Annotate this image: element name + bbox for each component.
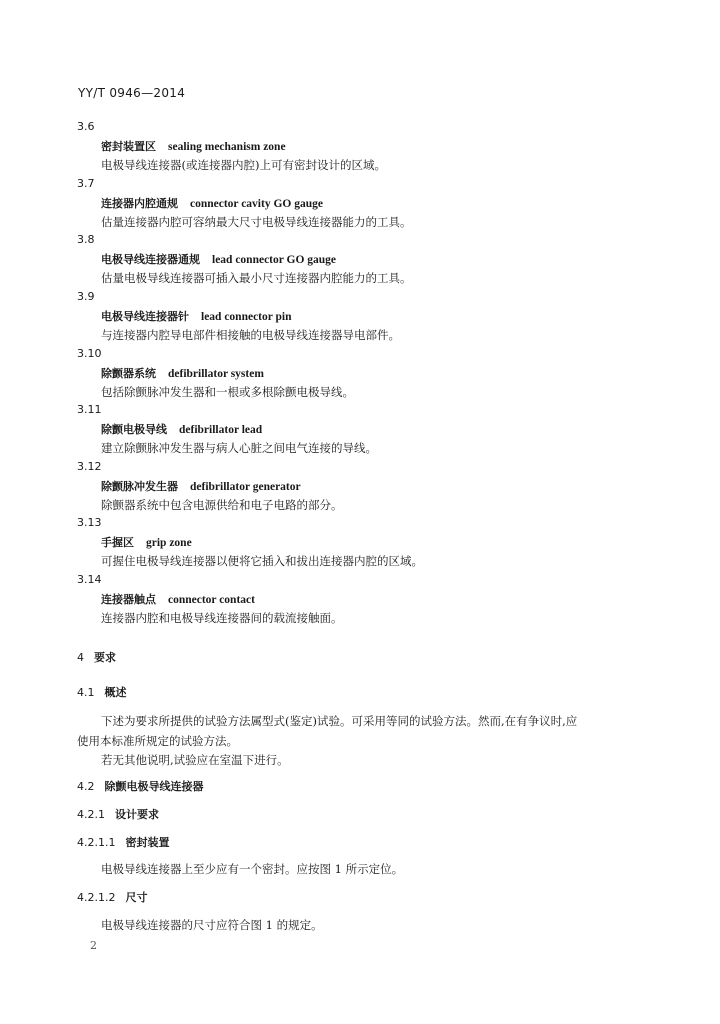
term-en: connector contact — [168, 594, 255, 606]
term-number: 3.14 — [77, 573, 102, 586]
term-definition: 估量连接器内腔可容纳最大尺寸电极导线连接器能力的工具。 — [101, 215, 412, 229]
section-title: 概述 — [104, 686, 127, 699]
term-zh: 连接器触点 — [101, 593, 156, 606]
term-number: 3.11 — [77, 403, 102, 416]
term-title — [101, 251, 336, 267]
standard-header: YY/T 0946—2014 — [78, 86, 186, 100]
term-en: lead connector pin — [201, 311, 292, 323]
term-title — [101, 365, 264, 381]
section-number: 4.1 — [77, 686, 95, 699]
term-en: sealing mechanism zone — [168, 141, 286, 153]
term-en: defibrillator lead — [179, 424, 263, 436]
term-zh: 除颤电极导线 — [101, 423, 167, 436]
term-definition: 与连接器内腔导电部件相接触的电极导线连接器导电部件。 — [101, 328, 400, 342]
term-definition: 电极导线连接器(或连接器内腔)上可有密封设计的区域。 — [101, 158, 386, 172]
term-en: grip zone — [146, 537, 192, 549]
term-en: defibrillator system — [168, 368, 264, 380]
term-definition: 包括除颤脉冲发生器和一根或多根除颤电极导线。 — [101, 385, 354, 399]
section-number: 4.2 — [77, 780, 95, 793]
term-title — [101, 138, 286, 154]
term-title — [101, 534, 192, 550]
term-number: 3.12 — [77, 460, 102, 473]
section-heading-4 — [77, 649, 116, 665]
term-definition: 估量电极导线连接器可插入最小尺寸连接器内腔能力的工具。 — [101, 271, 412, 285]
term-definition: 可握住电极导线连接器以便将它插入和拔出连接器内腔的区域。 — [101, 554, 423, 568]
term-zh: 手握区 — [101, 536, 134, 549]
section-heading-4-1 — [77, 684, 127, 700]
term-definition: 除颤器系统中包含电源供给和电子电路的部分。 — [101, 498, 343, 512]
section-heading-4-2-1 — [77, 806, 159, 822]
term-number: 3.7 — [77, 177, 95, 190]
page-number: 2 — [90, 939, 97, 952]
section-heading-4-2 — [77, 778, 204, 794]
section-number: 4.2.1.2 — [77, 891, 116, 904]
paragraph-line: 使用本标准所规定的试验方法。 — [77, 734, 238, 748]
term-definition: 连接器内腔和电极导线连接器间的载流接触面。 — [101, 611, 343, 625]
section-heading-4-2-1-2 — [77, 889, 147, 905]
term-number: 3.10 — [77, 347, 102, 360]
section-heading-4-2-1-1 — [77, 834, 169, 850]
term-number: 3.9 — [77, 290, 95, 303]
term-number: 3.13 — [77, 516, 102, 529]
paragraph-line: 下述为要求所提供的试验方法属型式(鉴定)试验。可采用等同的试验方法。然而,在有争议时,应 — [101, 714, 578, 728]
section-number: 4 — [77, 651, 84, 664]
term-number: 3.8 — [77, 233, 95, 246]
term-en: defibrillator generator — [190, 481, 301, 493]
term-title — [101, 591, 255, 607]
term-zh: 电极导线连接器通规 — [101, 253, 200, 266]
term-definition: 建立除颤脉冲发生器与病人心脏之间电气连接的导线。 — [101, 441, 377, 455]
term-zh: 除颤脉冲发生器 — [101, 480, 178, 493]
term-zh: 除颤器系统 — [101, 367, 156, 380]
term-title — [101, 421, 262, 437]
term-zh: 连接器内腔通规 — [101, 197, 178, 210]
section-title: 设计要求 — [115, 808, 159, 821]
term-number: 3.6 — [77, 120, 95, 133]
paragraph-line: 电极导线连接器上至少应有一个密封。应按图 1 所示定位。 — [101, 862, 404, 876]
term-en: lead connector GO gauge — [212, 254, 337, 266]
term-title — [101, 195, 323, 211]
term-zh: 电极导线连接器针 — [101, 310, 189, 323]
paragraph-line: 电极导线连接器的尺寸应符合图 1 的规定。 — [101, 918, 323, 932]
section-title: 密封装置 — [125, 836, 170, 849]
paragraph-line: 若无其他说明,试验应在室温下进行。 — [101, 753, 289, 767]
section-title: 要求 — [94, 651, 116, 664]
section-number: 4.2.1 — [77, 808, 105, 821]
term-title — [101, 308, 292, 324]
section-title: 尺寸 — [125, 891, 148, 904]
term-title — [101, 478, 301, 494]
section-title: 除颤电极导线连接器 — [104, 780, 204, 793]
term-en: connector cavity GO gauge — [190, 198, 323, 210]
section-number: 4.2.1.1 — [77, 836, 116, 849]
term-zh: 密封装置区 — [101, 140, 156, 153]
